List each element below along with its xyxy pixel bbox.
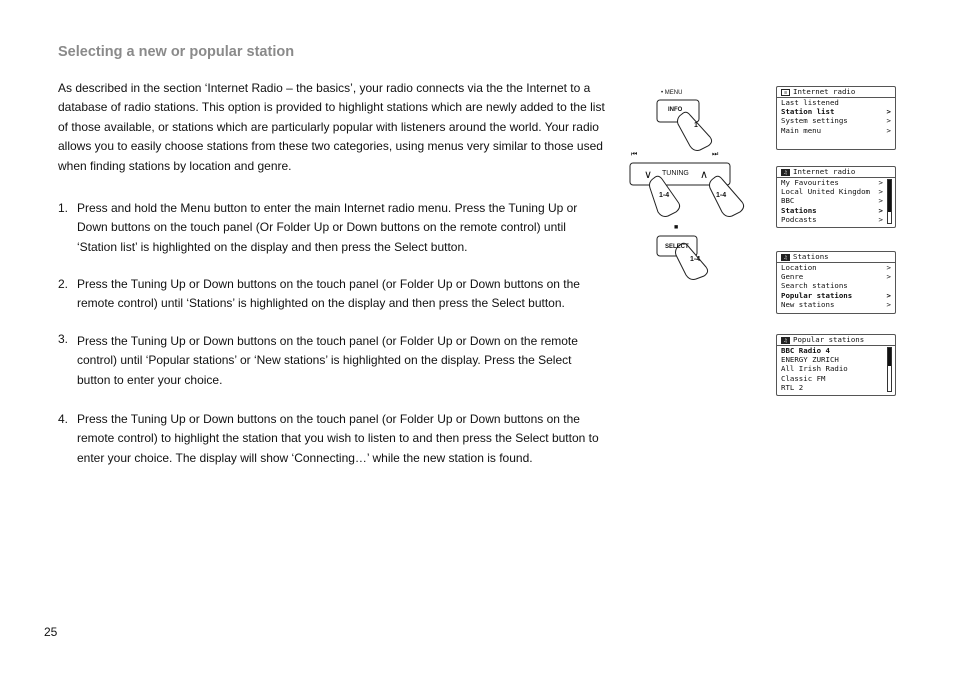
list-item: New stations > (781, 299, 891, 309)
screen-header: Stations (793, 252, 829, 262)
list-item: RTL 2 (781, 382, 804, 392)
step-text: Press the Tuning Up or Down buttons on the touch panel (or Folder Up or Down buttons on the remote control) until ‘Stations’ is highlighted on the display and then press the Select button. (77, 277, 580, 311)
list-item: Stations > (781, 205, 883, 215)
scrollbar (887, 179, 892, 224)
step-number: 3. (58, 332, 69, 346)
list-item: BBC Radio 4 (781, 346, 830, 355)
controls-illustration (620, 82, 770, 282)
list-item: Classic FM (781, 373, 826, 383)
previous-icon: ⏮ (631, 151, 638, 158)
press-count: 1-4 (659, 192, 670, 199)
next-icon: ⏭ (712, 151, 719, 158)
list-item: Location > (781, 263, 891, 272)
intro-paragraph: As described in the section ‘Internet Radio – the basics’, your radio connects via the the Internet to a database of radio stations. This option is provided to highlight stations which are newly added to the list of those available, or stations which are particularly popular with listeners around the world. Your radio allows you to easily choose stations from these two categories, using menus very similar to those used when finding stations by location and genre. (58, 81, 605, 173)
step-number: 4. (58, 412, 69, 426)
list-item: All Irish Radio (781, 364, 848, 374)
display-screen-internet-radio (776, 86, 896, 150)
list-item: Podcasts > (781, 214, 883, 224)
display-screen-popular-stations (776, 334, 896, 396)
music-icon: ♫ (781, 169, 790, 176)
list-item: BBC > (781, 196, 883, 206)
press-count: 1-4 (690, 256, 701, 263)
list-item: System settings > (781, 116, 891, 126)
music-icon: ♫ (781, 254, 790, 261)
menu-label: • MENU (661, 90, 683, 96)
stop-icon: ■ (674, 224, 679, 231)
tuning-label: TUNING (662, 170, 689, 177)
info-label: INFO (668, 107, 683, 113)
screen-header: Internet radio (793, 87, 856, 97)
page-number: 25 (44, 625, 58, 639)
step-number: 1. (58, 201, 69, 215)
list-item: Main menu > (781, 125, 891, 135)
list-item: ENERGY ZURICH (781, 355, 839, 365)
step-text: Press and hold the Menu button to enter the main Internet radio menu. Press the Tuning Up or Down buttons on the touch panel (Or Folder Up or Down buttons on the remote control) until ‘Station list’ is highlighted on the display and then press the Select button. (77, 201, 578, 254)
screen-header: Popular stations (793, 335, 865, 345)
down-arrow-icon: ∨ (644, 169, 653, 181)
list-item: Search stations (781, 281, 848, 291)
list-item: Local United Kingdom > (781, 187, 883, 197)
display-screen-station-list (776, 166, 896, 228)
press-count: 1 (694, 122, 698, 129)
section-heading: Selecting a new or popular station (58, 44, 295, 60)
list-item: Genre > (781, 272, 891, 282)
select-label: SELECT (665, 244, 689, 250)
up-arrow-icon: ∧ (700, 169, 709, 181)
music-icon: ♫ (781, 337, 790, 344)
step-text: Press the Tuning Up or Down buttons on the touch panel (or Folder Up or Down on the remote control) until ‘Popular stations’ or ‘New stations’ is highlighted on the display. Press the Select button to enter your choice. (77, 334, 578, 387)
list-item: Last listened (781, 98, 839, 107)
press-count: 1-4 (716, 192, 727, 199)
menu-icon: ≡ (781, 89, 790, 96)
scrollbar (887, 347, 892, 392)
list-item: Station list > (781, 107, 891, 117)
step-text: Press the Tuning Up or Down buttons on the touch panel (or Folder Up or Down buttons on the remote control) to highlight the station that you wish to listen to and then press the Select button to enter your choice. The display will show ‘Connecting…’ while the new station is found. (77, 412, 599, 465)
step-number: 2. (58, 277, 69, 291)
list-item: My Favourites > (781, 178, 883, 187)
screen-header: Internet radio (793, 167, 856, 177)
display-screen-stations (776, 251, 896, 314)
list-item: Popular stations > (781, 290, 891, 300)
